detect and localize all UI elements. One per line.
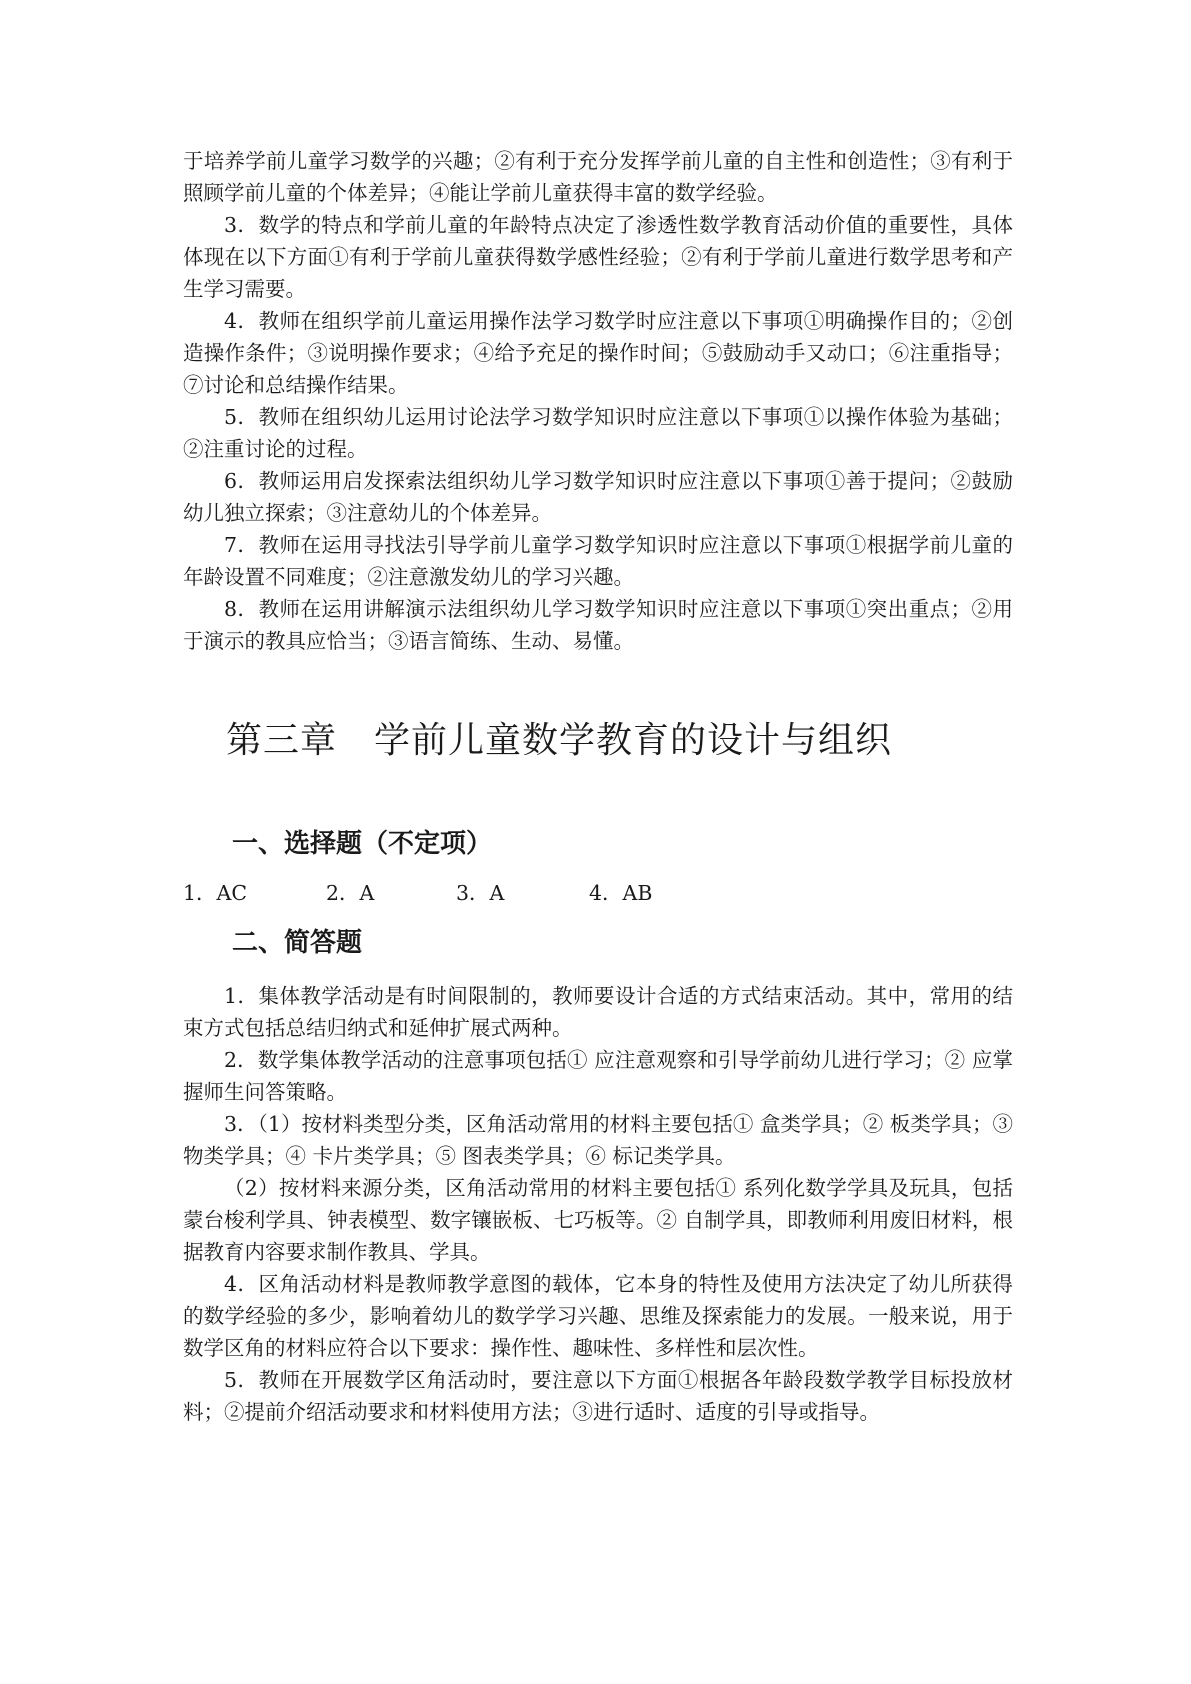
paragraph: 7．教师在运用寻找法引导学前儿童学习数学知识时应注意以下事项①根据学前儿童的年龄设置不同难度；②注意激发幼儿的学习兴趣。: [183, 533, 1013, 589]
paragraph: 4．教师在组织学前儿童运用操作法学习数学时应注意以下事项①明确操作目的；②创造操作条件；③说明操作要求；④给予充足的操作时间；⑤鼓励动手又动口；⑥注重指导；⑦讨论和总结操作结果。: [183, 309, 1013, 397]
top-section: [183, 145, 1013, 657]
chapter-title: 第三章 学前儿童数学教育的设计与组织: [226, 720, 893, 761]
paragraph: 3．数学的特点和学前儿童的年龄特点决定了渗透性数学教育活动价值的重要性，具体体现在以下方面①有利于学前儿童获得数学感性经验；②有利于学前儿童进行数学思考和产生学习需要。: [183, 213, 1013, 301]
paragraph: 6．教师运用启发探索法组织幼儿学习数学知识时应注意以下事项①善于提问；②鼓励幼儿独立探索；③注意幼儿的个体差异。: [183, 469, 1013, 525]
paragraph: 8．教师在运用讲解演示法组织幼儿学习数学知识时应注意以下事项①突出重点；②用于演示的教具应恰当；③语言简练、生动、易懂。: [183, 597, 1013, 653]
answer-item: 4．AB: [589, 881, 653, 905]
paragraph: 5．教师在开展数学区角活动时，要注意以下方面①根据各年龄段数学教学目标投放材料；②提前介绍活动要求和材料使用方法；③进行适时、适度的引导或指导。: [183, 1368, 1013, 1424]
paragraph: 于培养学前儿童学习数学的兴趣；②有利于充分发挥学前儿童的自主性和创造性；③有利于照顾学前儿童的个体差异；④能让学前儿童获得丰富的数学经验。: [183, 149, 1013, 205]
answer-item: 2．A: [326, 881, 375, 905]
answer-item: 1．AC: [183, 881, 248, 905]
section-title-choice: 一、选择题（不定项）: [232, 829, 493, 859]
section-title-short-answer: 二、简答题: [232, 928, 363, 958]
answer-item: 3．A: [456, 881, 505, 905]
paragraph: 1．集体教学活动是有时间限制的，教师要设计合适的方式结束活动。其中，常用的结束方式包括总结归纳式和延伸扩展式两种。: [183, 984, 1013, 1040]
paragraph: 2．数学集体教学活动的注意事项包括① 应注意观察和引导学前幼儿进行学习；② 应掌握师生问答策略。: [183, 1048, 1013, 1104]
paragraph: （2）按材料来源分类，区角活动常用的材料主要包括① 系列化数学学具及玩具，包括蒙台梭利学具、钟表模型、数字镶嵌板、七巧板等。② 自制学具，即教师利用废旧材料，根据教育内容要求制作教具、学具。: [183, 1176, 1013, 1264]
paragraph: 5．教师在组织幼儿运用讨论法学习数学知识时应注意以下事项①以操作体验为基础；②注重讨论的过程。: [183, 405, 1013, 461]
paragraph: 4．区角活动材料是教师教学意图的载体，它本身的特性及使用方法决定了幼儿所获得的数学经验的多少，影响着幼儿的数学学习兴趣、思维及探索能力的发展。一般来说，用于数学区角的材料应符合以下要求：操作性、趣味性、多样性和层次性。: [183, 1272, 1013, 1360]
short-answer-section: [183, 980, 1013, 1428]
paragraph: 3．（1）按材料类型分类，区角活动常用的材料主要包括① 盒类学具；② 板类学具；③ 物类学具；④ 卡片类学具；⑤ 图表类学具；⑥ 标记类学具。: [183, 1112, 1013, 1168]
